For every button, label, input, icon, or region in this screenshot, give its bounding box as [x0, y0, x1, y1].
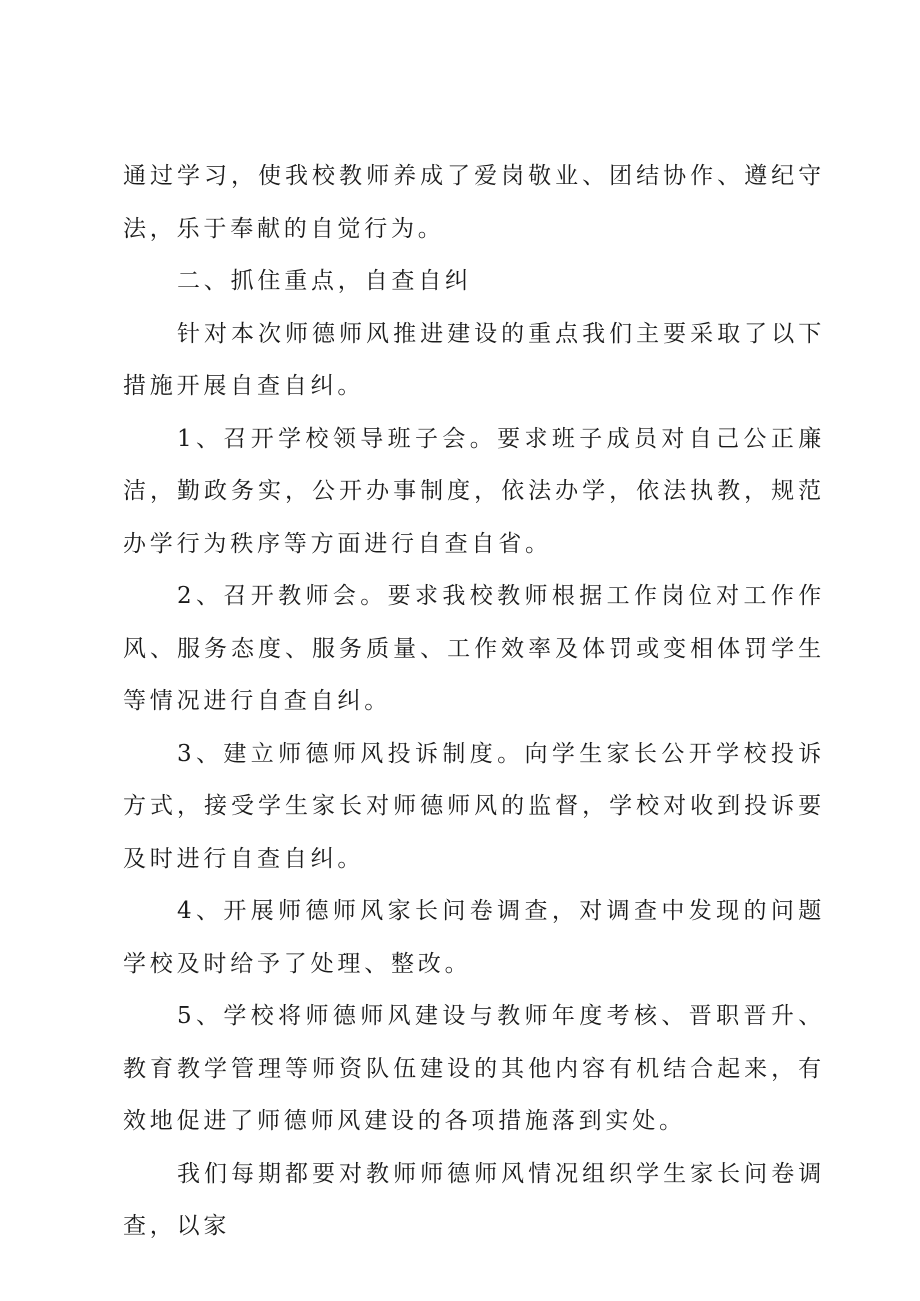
- paragraph-continuation: 通过学习，使我校教师养成了爱岗敬业、团结协作、遵纪守法，乐于奉献的自觉行为。: [123, 163, 825, 242]
- list-item-3: 3、建立师德师风投诉制度。向学生家长公开学校投诉方式，接受学生家长对师德师风的监督，学校对收到投诉要及时进行自查自纠。: [123, 740, 825, 872]
- list-item-2: 2、召开教师会。要求我校教师根据工作岗位对工作作风、服务态度、服务质量、工作效率及体罚或变相体罚学生等情况进行自查自纠。: [123, 583, 825, 714]
- document-body: [123, 150, 825, 1253]
- paragraph-intro: 针对本次师德师风推进建设的重点我们主要采取了以下措施开展自查自纠。: [123, 320, 825, 399]
- list-item-4: 4、开展师德师风家长问卷调查，对调查中发现的问题学校及时给予了处理、整改。: [123, 898, 825, 977]
- section-heading: 二、抓住重点，自查自纠: [177, 268, 472, 294]
- list-item-1: 1、召开学校领导班子会。要求班子成员对自己公正廉洁，勤政务实，公开办事制度，依法办学，依法执教，规范办学行为秩序等方面进行自查自省。: [123, 425, 825, 557]
- list-item-5: 5、学校将师德师风建设与教师年度考核、晋职晋升、教育教学管理等师资队伍建设的其他内容有机结合起来，有效地促进了师德师风建设的各项措施落到实处。: [123, 1003, 825, 1134]
- paragraph-closing: 我们每期都要对教师师德师风情况组织学生家长问卷调查，以家: [123, 1160, 825, 1239]
